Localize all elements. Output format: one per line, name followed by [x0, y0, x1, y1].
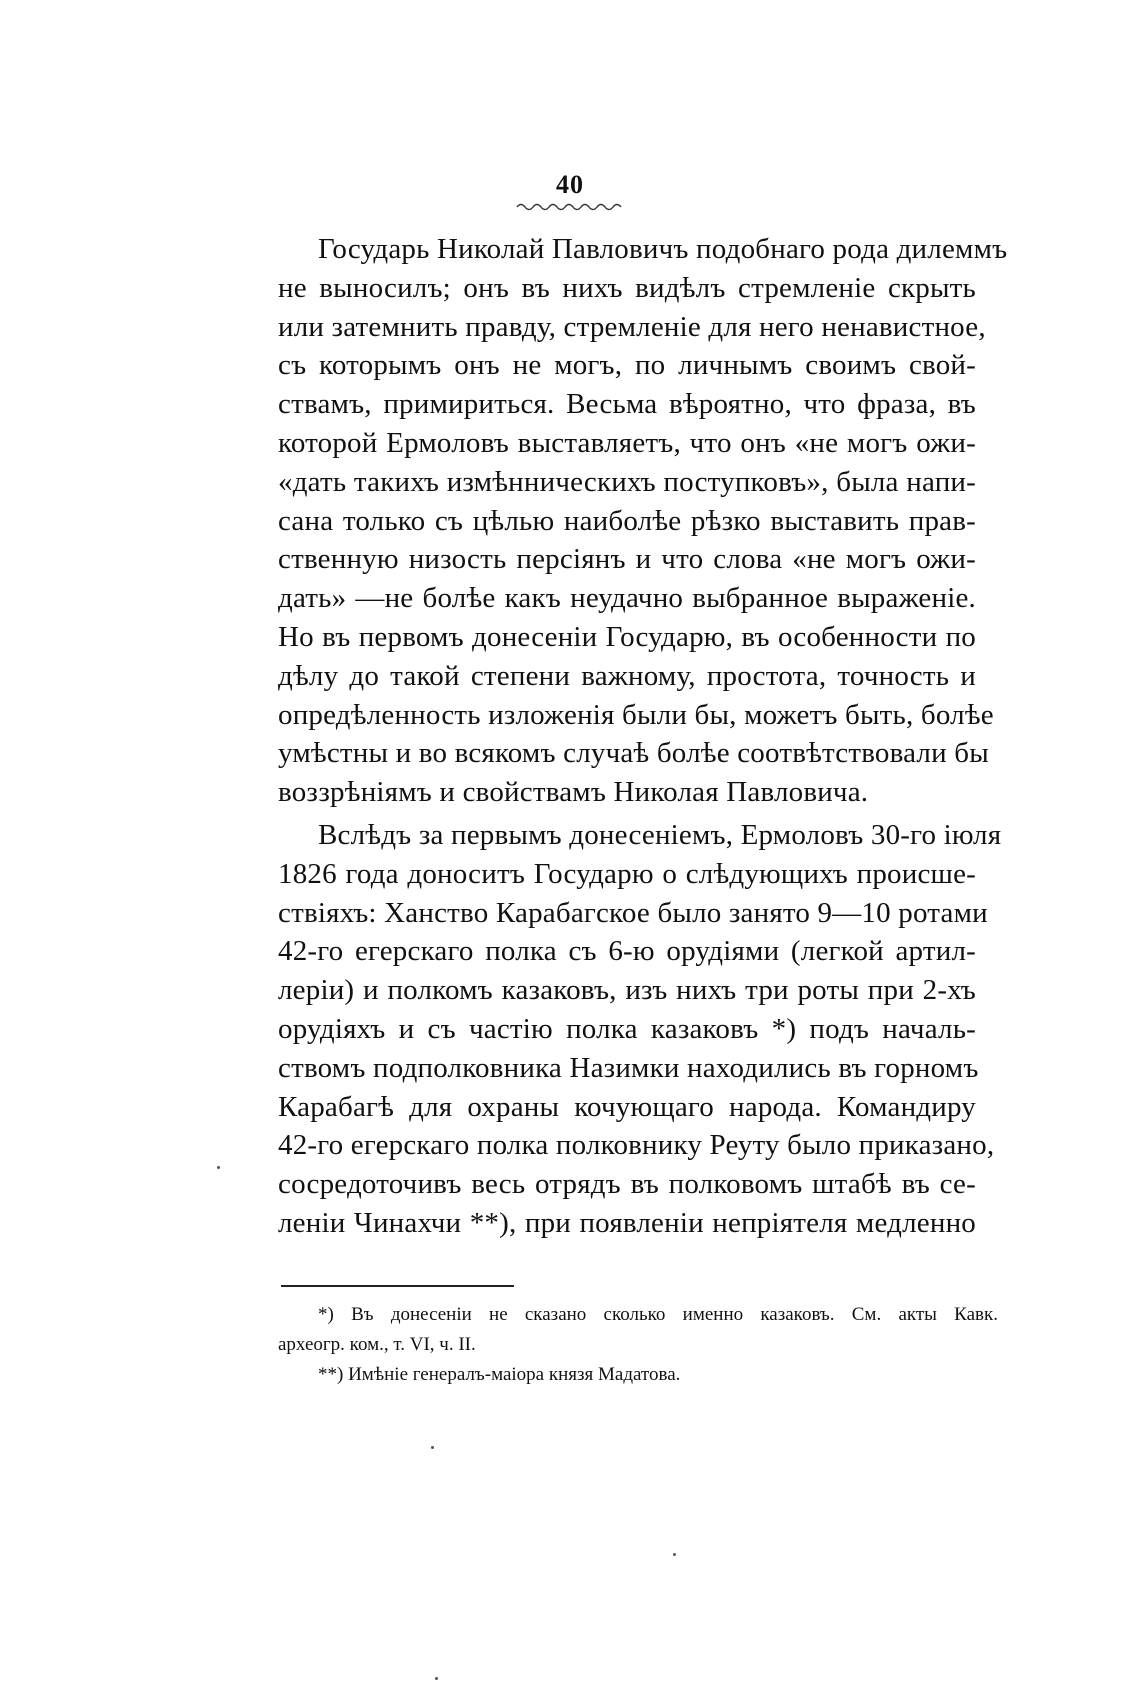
- text-line: орудіяхъ и съ частію полка казаковъ *) подъ началь-: [278, 1012, 976, 1045]
- footnote-line: археогр. ком., т. VI, ч. II.: [278, 1334, 476, 1355]
- footnotes: [278, 1300, 998, 1390]
- footnote-divider: [281, 1285, 514, 1287]
- wavy-ornament-icon: [515, 201, 625, 211]
- text-line: Карабагѣ для охраны кочующаго народа. Командиру: [278, 1090, 976, 1123]
- text-line: ствіяхъ: Ханство Карабагское было занято 9—10 ротами: [278, 896, 988, 929]
- scan-speck: [673, 1553, 676, 1556]
- text-line: воззрѣніямъ и свойствамъ Николая Павловича.: [278, 776, 869, 809]
- footnote-line: **) Имѣніе генералъ-маіора князя Мадатова.: [318, 1364, 681, 1385]
- scan-speck: [217, 1166, 220, 1169]
- text-line: ствамъ, примириться. Весьма вѣроятно, что фраза, въ: [278, 388, 976, 421]
- scan-speck: [435, 1677, 438, 1680]
- text-line: съ которымъ онъ не могъ, по личнымъ своимъ свой-: [278, 349, 976, 382]
- text-line: не выносилъ; онъ въ нихъ видѣлъ стремленіе скрыть: [278, 271, 976, 304]
- footnote-line: *) Въ донесеніи не сказано сколько именно казаковъ. См. акты Кавк.: [318, 1304, 998, 1325]
- text-line: опредѣленность изложенія были бы, можетъ быть, болѣе: [278, 698, 994, 731]
- text-line: Государь Николай Павловичъ подобнаго рода дилеммъ: [318, 233, 1008, 265]
- text-line: леніи Чинахчи **), при появленіи непріятеля медленно: [278, 1206, 976, 1239]
- text-line: ственную низость персіянъ и что слова «не могъ ожи-: [278, 543, 976, 576]
- text-line: «дать такихъ измѣнническихъ поступковъ», была напи-: [278, 465, 976, 498]
- text-line: 42-го егерскаго полка полковнику Реуту было приказано,: [278, 1129, 995, 1162]
- main-text: [278, 230, 1008, 1243]
- page-number-ornament: [0, 198, 1140, 216]
- text-line: леріи) и полкомъ казаковъ, изъ нихъ три роты при 2-хъ: [278, 974, 976, 1007]
- text-line: умѣстны и во всякомъ случаѣ болѣе соотвѣтствовали бы: [278, 737, 989, 770]
- text-line: которой Ермоловъ выставляетъ, что онъ «не могъ ожи-: [278, 426, 976, 459]
- text-line: 1826 года доноситъ Государю о слѣдующихъ происше-: [278, 857, 976, 890]
- text-line: дѣлу до такой степени важному, простота, точность и: [278, 659, 976, 692]
- text-line: Вслѣдъ за первымъ донесеніемъ, Ермоловъ 30-го іюля: [318, 818, 1002, 851]
- text-line: дать» —не болѣе какъ неудачно выбранное выраженіе.: [278, 582, 976, 615]
- text-line: сана только съ цѣлью наиболѣе рѣзко выставить прав-: [278, 504, 976, 537]
- scan-speck: [431, 1446, 434, 1449]
- text-line: или затемнить правду, стремленіе для него ненавистное,: [278, 310, 986, 343]
- page-number: 40: [556, 170, 584, 199]
- text-line: 42-го егерскаго полка съ 6-ю орудіями (легкой артил-: [278, 935, 976, 968]
- text-line: сосредоточивъ весь отрядъ въ полковомъ штабѣ въ се-: [278, 1168, 976, 1201]
- text-line: Но въ первомъ донесеніи Государю, въ особенности по: [278, 620, 976, 653]
- text-line: ствомъ подполковника Назимки находились въ горномъ: [278, 1051, 979, 1084]
